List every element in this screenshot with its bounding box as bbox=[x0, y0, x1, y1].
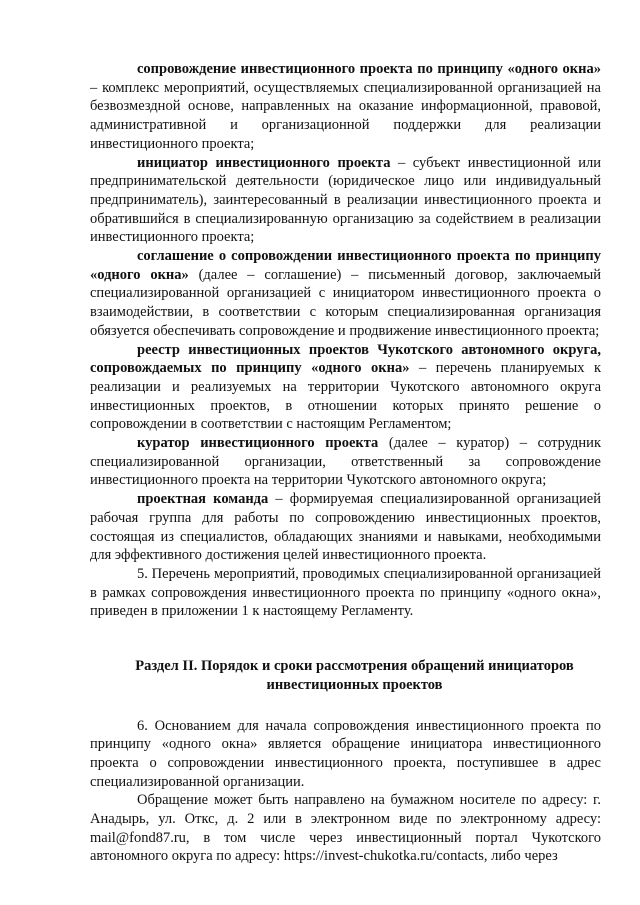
section-2-heading-line-2: инвестиционных проектов bbox=[266, 676, 443, 693]
definition-text: – перечень планируемых к реализации и реализуемых на территории Чукотского автономного округа инвестиционных проектов, в отношении которых принято решение о сопровождении в соответствии с настоящим Регламентом; bbox=[90, 360, 601, 433]
definition-text: – комплекс мероприятий, осуществляемых специализированной организацией на безвозмездной основе, направленных на оказание информационной, правовой, административной и организационной поддержки для реализации инвестиционного проекта; bbox=[90, 79, 601, 152]
clause-6: 6. Основанием для начала сопровождения инвестиционного проекта по принципу «одного окна» является обращение инициатора инвестиционного проекта о сопровождении инвестиционного проекта, поступившее в адрес специализированной организации. bbox=[90, 717, 601, 790]
defined-term: сопровождение инвестиционного проекта по принципу «одного окна» bbox=[137, 61, 601, 77]
definition-text: (далее – куратор) – сотрудник специализированной организации, ответственный за сопровождение инвестиционного проекта на территории Чукотского автономного округа; bbox=[90, 435, 601, 489]
section-2-heading bbox=[90, 657, 601, 694]
definition-text: – субъект инвестиционной или предпринимательской деятельности (юридическое лицо или индивидуальный предприниматель), заинтересованный в реализации инвестиционного проекта и обратившийся в специализированную организацию за содействием в реализации инвестиционного проекта; bbox=[90, 154, 601, 246]
definition-support-agreement bbox=[90, 247, 601, 341]
defined-term: куратор инвестиционного проекта bbox=[137, 435, 379, 452]
definition-text: – формируемая специализированной организацией рабочая группа для работы по сопровождению инвестиционных проектов, состоящая из специалистов, обладающих знаниями и навыками, необходимыми для эффективного достижения целей инвестиционного проекта. bbox=[90, 491, 602, 564]
defined-term: соглашение о сопровождении инвестиционного проекта по принципу «одного окна» bbox=[90, 248, 601, 283]
defined-term: инициатор инвестиционного проекта bbox=[137, 154, 391, 171]
section-2-heading-line-1: Раздел II. Порядок и сроки рассмотрения обращений инициаторов bbox=[135, 658, 574, 675]
defined-term: проектная команда bbox=[137, 491, 269, 508]
definition-one-window-support bbox=[90, 60, 601, 154]
definition-project-registry bbox=[90, 341, 601, 435]
definition-project-team bbox=[90, 490, 601, 565]
clause-5: 5. Перечень мероприятий, проводимых специализированной организацией в рамках сопровождения инвестиционного проекта по принципу «одного окна», приведен в приложении 1 к настоящему Регламенту. bbox=[90, 565, 601, 620]
definition-text: (далее – соглашение) – письменный договор, заключаемый специализированной организацией с инициатором инвестиционного проекта о взаимодействии, в соответствии с которым специализированная организация обязуется обеспечивать сопровождение и продвижение инвестиционного проекта; bbox=[90, 266, 601, 339]
appeal-submission-paragraph: Обращение может быть направлено на бумажном носителе по адресу: г. Анадырь, ул. Откс, д. 2 или в электронном виде по электронному адресу: mail@fond87.ru, в том числе через инвестиционный портал Чукотского автономного округа по адресу: https://invest-chukotka.ru/contacts, либо через bbox=[90, 792, 601, 865]
defined-term: реестр инвестиционных проектов Чукотского автономного округа, сопровождаемых по принципу «одного окна» bbox=[90, 341, 601, 377]
definition-project-curator bbox=[90, 434, 601, 490]
document-page bbox=[90, 60, 601, 866]
definition-project-initiator bbox=[90, 154, 601, 248]
